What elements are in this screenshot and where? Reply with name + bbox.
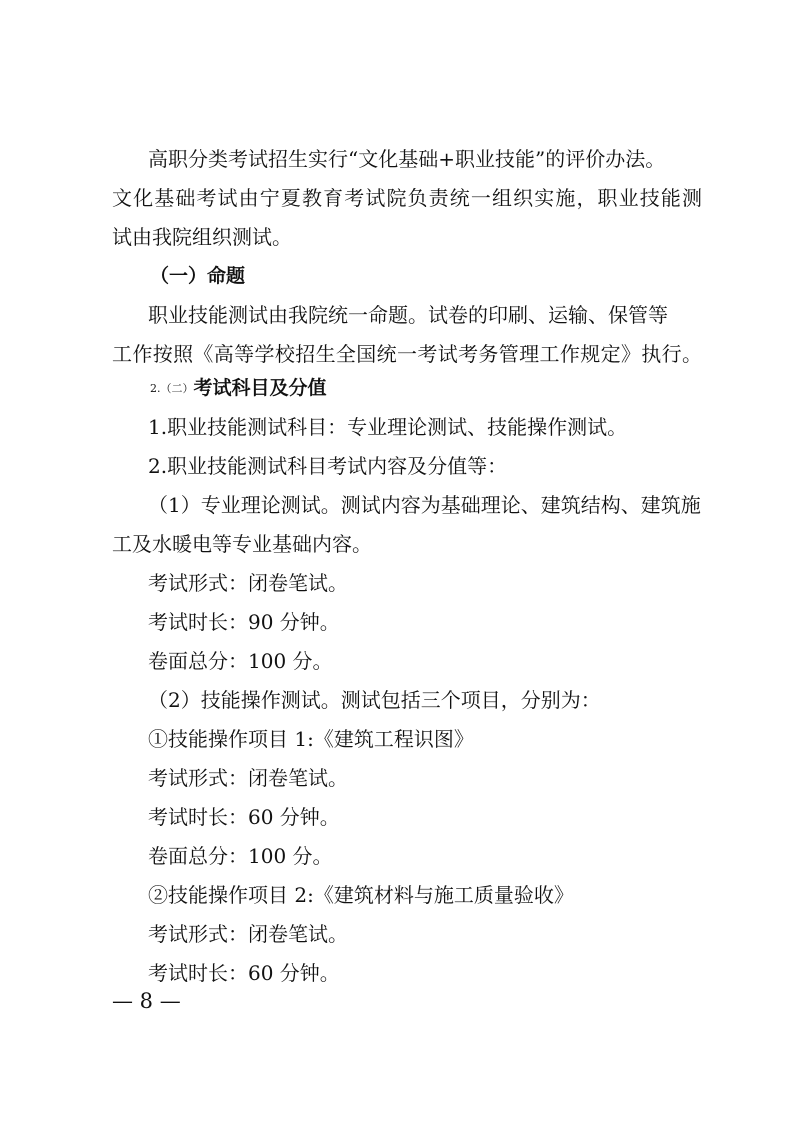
paragraph-line: （1）专业理论测试。测试内容为基础理论、建筑结构、建筑施 [148,493,701,517]
exam-form: 考试形式：闭卷笔试。 [148,766,348,790]
paragraph-line: 工作按照《高等学校招生全国统一考试考务管理工作规定》执行。 [112,342,702,366]
total-score: 卷面总分：100 分。 [148,844,333,868]
section-heading [150,373,650,404]
paragraph-line: （2）技能操作测试。测试包括三个项目，分别为： [148,688,601,712]
project-title: ①技能操作项目 1:《建筑工程识图》 [148,727,474,751]
exam-time: 考试时长：60 分钟。 [148,805,340,829]
heading-number: 2.（二） [150,382,194,395]
paragraph-line: 工及水暖电等专业基础内容。 [112,532,372,556]
list-item: 2.职业技能测试科目考试内容及分值等： [148,454,508,478]
list-item: 1.职业技能测试科目：专业理论测试、技能操作测试。 [148,415,628,439]
total-score: 卷面总分：100 分。 [148,649,333,673]
paragraph-line: 试由我院组织测试。 [112,225,292,249]
exam-time: 考试时长：60 分钟。 [148,961,340,985]
project-title: ②技能操作项目 2:《建筑材料与施工质量验收》 [148,883,574,907]
paragraph-line: 高职分类考试招生实行“文化基础+职业技能”的评价办法。 [148,147,666,171]
section-heading: （一）命题 [150,265,246,287]
exam-time: 考试时长：90 分钟。 [148,610,340,634]
exam-form: 考试形式：闭卷笔试。 [148,922,348,946]
paragraph-line: 职业技能测试由我院统一命题。试卷的印刷、运输、保管等 [148,303,668,327]
heading-title: 考试科目及分值 [193,377,327,399]
page-number: — 8 — [112,989,181,1013]
paragraph-line: 文化基础考试由宁夏教育考试院负责统一组织实施，职业技能测 [112,186,702,210]
exam-form: 考试形式：闭卷笔试。 [148,571,348,595]
